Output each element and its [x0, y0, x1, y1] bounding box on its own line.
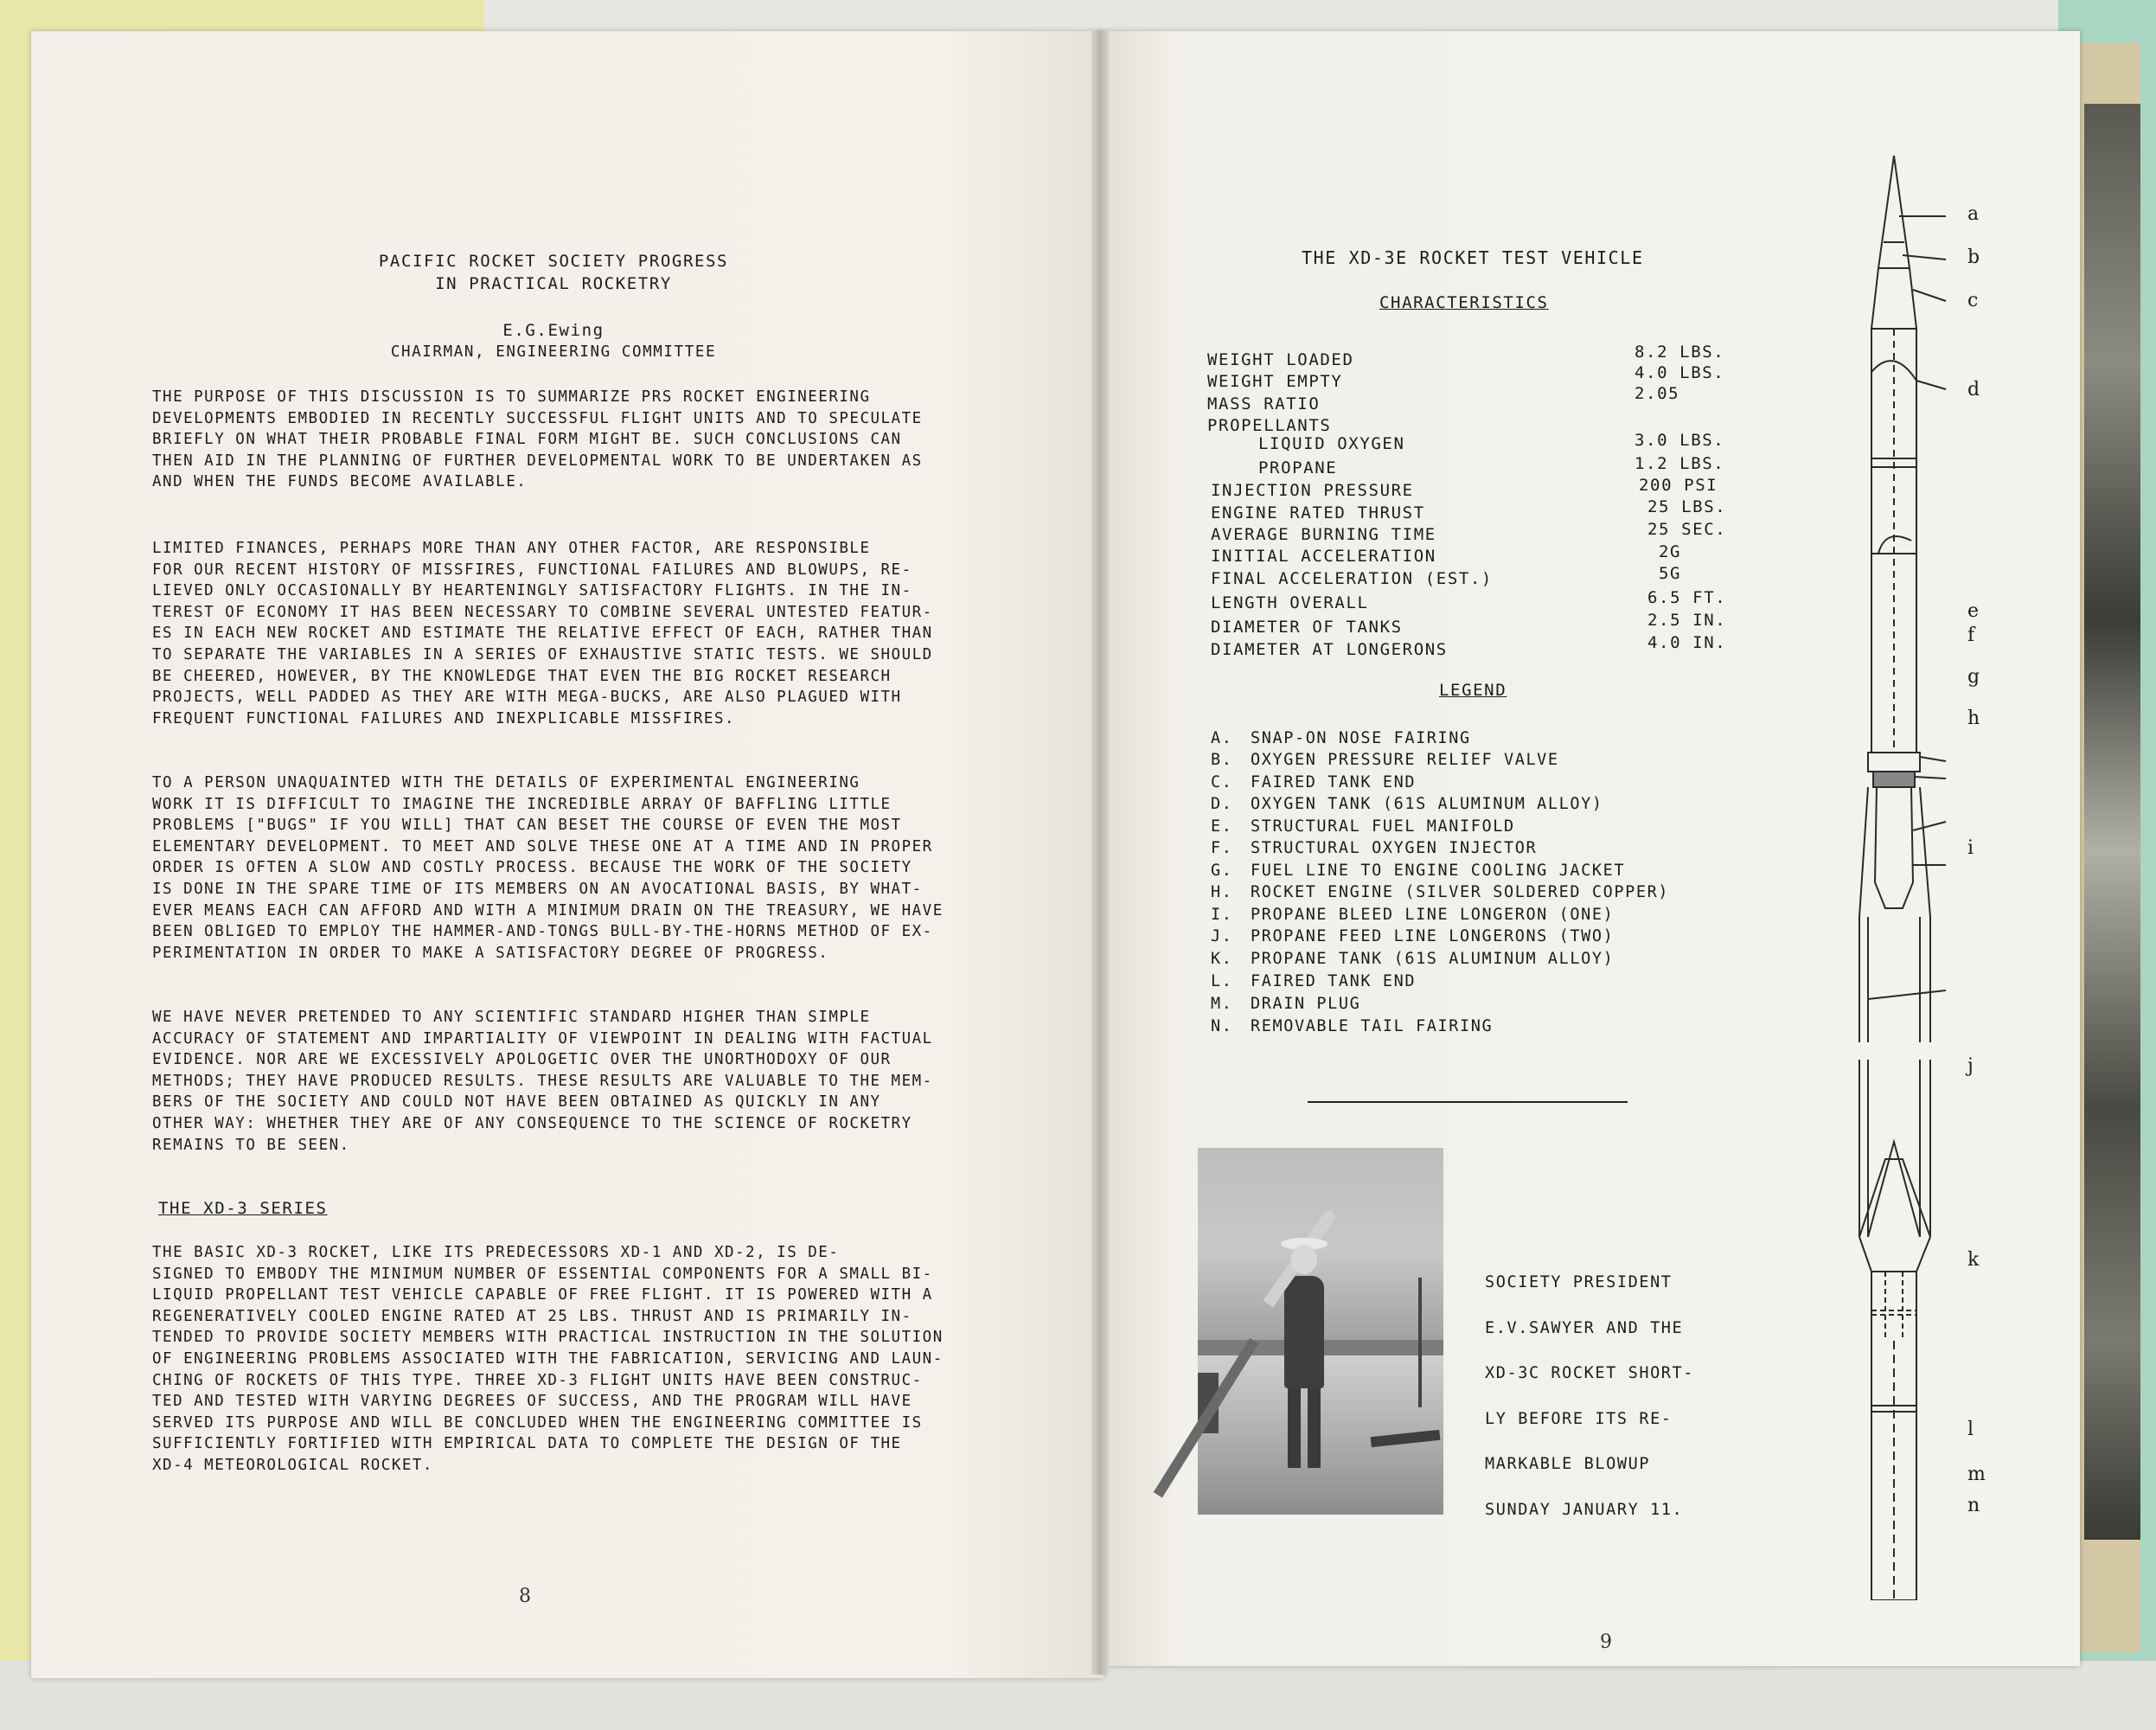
paragraph-2: [152, 538, 933, 729]
paragraph-line: LIQUID PROPELLANT TEST VEHICLE CAPABLE OF FREE FLIGHT. IT IS POWERED WITH A: [152, 1286, 933, 1304]
rocket-diagram: [1833, 147, 2006, 1600]
legend-text: REMOVABLE TAIL FAIRING: [1251, 1017, 1494, 1035]
photo-man-body: [1284, 1276, 1324, 1388]
underlying-photo-strip: [2084, 104, 2140, 1540]
char-value: 3.0 LBS.: [1635, 431, 1725, 450]
paragraph-line: SERVED ITS PURPOSE AND WILL BE CONCLUDED WHEN THE ENGINEERING COMMITTEE IS: [152, 1413, 923, 1432]
char-label: WEIGHT EMPTY: [1207, 372, 1343, 391]
legend-key: D.: [1211, 795, 1233, 813]
diagram-label: d: [1967, 379, 1980, 400]
char-label: LENGTH OVERALL: [1211, 593, 1369, 612]
page-number-left: 8: [519, 1586, 531, 1607]
legend-key: B.: [1211, 751, 1233, 769]
char-value: 25 SEC.: [1647, 520, 1727, 539]
legend-key: K.: [1211, 950, 1233, 968]
legend-item: [1211, 927, 1614, 945]
legend-key: F.: [1211, 839, 1233, 857]
paragraph-4: [152, 1007, 933, 1156]
legend-item: [1211, 729, 1471, 747]
paragraph-line: ACCURACY OF STATEMENT AND IMPARTIALITY OF VIEWPOINT IN DEALING WITH FACTUAL: [152, 1029, 933, 1048]
paragraph-line: TED AND TESTED WITH VARYING DEGREES OF SUCCESS, AND THE PROGRAM WILL HAVE: [152, 1393, 912, 1411]
photo-man-legs: [1288, 1386, 1321, 1468]
diagram-label: j: [1967, 1055, 1974, 1077]
char-value: 6.5 FT.: [1647, 588, 1727, 607]
char-label: INITIAL ACCELERATION: [1211, 547, 1436, 566]
paragraph-line: WORK IT IS DIFFICULT TO IMAGINE THE INCREDIBLE ARRAY OF BAFFLING LITTLE: [152, 795, 892, 813]
paragraph-line: SUFFICIENTLY FORTIFIED WITH EMPIRICAL DATA TO COMPLETE THE DESIGN OF THE: [152, 1435, 902, 1453]
legend-item: [1211, 883, 1669, 901]
vehicle-title: THE XD-3E ROCKET TEST VEHICLE: [1302, 247, 1644, 268]
legend-text: STRUCTURAL OXYGEN INJECTOR: [1251, 839, 1538, 857]
legend-item: [1211, 773, 1416, 791]
paragraph-line: OF ENGINEERING PROBLEMS ASSOCIATED WITH THE FABRICATION, SERVICING AND LAUN-: [152, 1349, 944, 1368]
section-divider: [1308, 1101, 1628, 1103]
legend-item: [1211, 839, 1537, 857]
paragraph-line: TO SEPARATE THE VARIABLES IN A SERIES OF EXHAUSTIVE STATIC TESTS. WE SHOULD: [152, 645, 933, 663]
diagram-label: n: [1967, 1495, 1980, 1516]
legend-text: DRAIN PLUG: [1251, 995, 1361, 1013]
char-label: AVERAGE BURNING TIME: [1211, 525, 1436, 544]
paragraph-line: PROBLEMS ["BUGS" IF YOU WILL] THAT CAN BESET THE COURSE OF EVEN THE MOST: [152, 817, 902, 835]
legend-text: FUEL LINE TO ENGINE COOLING JACKET: [1251, 862, 1626, 880]
char-label: DIAMETER OF TANKS: [1211, 618, 1403, 637]
legend-key: L.: [1211, 972, 1233, 990]
paragraph-line: EVIDENCE. NOR ARE WE EXCESSIVELY APOLOGETIC OVER THE UNORTHODOXY OF OUR: [152, 1051, 892, 1069]
paragraph-line: AND WHEN THE FUNDS BECOME AVAILABLE.: [152, 473, 528, 491]
diagram-label: e: [1967, 600, 1980, 622]
caption-line: LY BEFORE ITS RE-: [1485, 1409, 1673, 1428]
paragraph-line: PROJECTS, WELL PADDED AS THEY ARE WITH MEGA-BUCKS, ARE ALSO PLAGUED WITH: [152, 689, 902, 707]
legend-text: OXYGEN TANK (61S ALUMINUM ALLOY): [1251, 795, 1603, 813]
char-value: 4.0 LBS.: [1635, 363, 1725, 382]
diagram-label: c: [1967, 290, 1979, 311]
nose-upper-body: [1871, 268, 1916, 329]
char-value: 1.2 LBS.: [1635, 454, 1725, 473]
diagram-label: l: [1967, 1419, 1974, 1440]
paragraph-line: EVER MEANS EACH CAN AFFORD AND WITH A MINIMUM DRAIN ON THE TREASURY, WE HAVE: [152, 901, 944, 919]
paragraph-line: THE BASIC XD-3 ROCKET, LIKE ITS PREDECESSORS XD-1 AND XD-2, IS DE-: [152, 1244, 840, 1261]
paragraph-line: CHING OF ROCKETS OF THIS TYPE. THREE XD-3 FLIGHT UNITS HAVE BEEN CONSTRUC-: [152, 1371, 923, 1389]
paragraph-line: TO A PERSON UNAQUAINTED WITH THE DETAILS OF EXPERIMENTAL ENGINEERING: [152, 774, 860, 791]
legend-text: FAIRED TANK END: [1251, 972, 1417, 990]
paragraph-line: IS DONE IN THE SPARE TIME OF ITS MEMBERS ON AN AVOCATIONAL BASIS, BY WHAT-: [152, 880, 923, 898]
char-value: 4.0 IN.: [1647, 633, 1727, 652]
caption-line: MARKABLE BLOWUP: [1485, 1455, 1651, 1473]
char-label: INJECTION PRESSURE: [1211, 481, 1414, 500]
legend-text: PROPANE FEED LINE LONGERONS (TWO): [1251, 927, 1615, 945]
legend-text: SNAP-ON NOSE FAIRING: [1251, 729, 1471, 747]
char-label: MASS RATIO: [1207, 394, 1321, 413]
caption-line: E.V.SAWYER AND THE: [1485, 1318, 1684, 1337]
legend-item: [1211, 862, 1625, 880]
paragraph-3: [152, 772, 944, 964]
legend-item: [1211, 751, 1559, 769]
paragraph-line: ORDER IS OFTEN A SLOW AND COSTLY PROCESS. BECAUSE THE WORK OF THE SOCIETY: [152, 859, 912, 877]
rocket-photo: [1198, 1148, 1443, 1515]
paragraph-1: [152, 387, 923, 493]
paragraph-line: BE CHEERED, HOWEVER, BY THE KNOWLEDGE THAT EVEN THE BIG ROCKET RESEARCH: [152, 667, 892, 685]
legend-text: FAIRED TANK END: [1251, 773, 1417, 791]
caption-line: SOCIETY PRESIDENT: [1485, 1273, 1673, 1291]
paragraph-line: TENDED TO PROVIDE SOCIETY MEMBERS WITH PRACTICAL INSTRUCTION IN THE SOLUTION: [152, 1329, 944, 1347]
photo-caption: [1485, 1260, 1694, 1533]
paragraph-line: BEEN OBLIGED TO EMPLOY THE HAMMER-AND-TONGS BULL-BY-THE-HORNS METHOD OF EX-: [152, 923, 933, 941]
paragraph-line: BRIEFLY ON WHAT THEIR PROBABLE FINAL FORM MIGHT BE. SUCH CONCLUSIONS CAN: [152, 431, 902, 449]
char-label: PROPANE: [1258, 458, 1338, 477]
char-label: ENGINE RATED THRUST: [1211, 503, 1425, 522]
paragraph-line: THEN AID IN THE PLANNING OF FURTHER DEVELOPMENTAL WORK TO BE UNDERTAKEN AS: [152, 452, 923, 470]
char-value: 8.2 LBS.: [1635, 343, 1725, 362]
legend-item: [1211, 1017, 1493, 1035]
photo-man-head: [1291, 1245, 1317, 1274]
char-value: 2.05: [1635, 384, 1680, 403]
paragraph-line: ES IN EACH NEW ROCKET AND ESTIMATE THE RELATIVE EFFECT OF EACH, RATHER THAN: [152, 625, 933, 643]
paragraph-line: XD-4 METEOROLOGICAL ROCKET.: [152, 1456, 433, 1474]
section-heading-xd3: THE XD-3 SERIES: [158, 1199, 328, 1218]
paragraph-line: THE PURPOSE OF THIS DISCUSSION IS TO SUMMARIZE PRS ROCKET ENGINEERING: [152, 388, 871, 406]
article-author-title: CHAIRMAN, ENGINEERING COMMITTEE: [390, 343, 717, 361]
engine-shape: [1875, 787, 1913, 908]
diagram-label: b: [1967, 247, 1980, 268]
fuel-manifold-shape: [1868, 753, 1920, 772]
legend-key: N.: [1211, 1017, 1233, 1035]
legend-key: I.: [1211, 906, 1233, 924]
legend-item: [1211, 795, 1603, 813]
paragraph-line: FREQUENT FUNCTIONAL FAILURES AND INEXPLICABLE MISSFIRES.: [152, 709, 736, 727]
diagram-label: m: [1967, 1464, 1986, 1485]
paragraph-line: PERIMENTATION IN ORDER TO MAKE A SATISFACTORY DEGREE OF PROGRESS.: [152, 944, 829, 962]
paragraph-line: BERS OF THE SOCIETY AND COULD NOT HAVE BEEN OBTAINED AS QUICKLY IN ANY: [152, 1093, 881, 1112]
paragraph-5: [152, 1242, 944, 1477]
article-title-line1: PACIFIC ROCKET SOCIETY PROGRESS: [378, 252, 729, 271]
article-title-line2: IN PRACTICAL ROCKETRY: [435, 274, 672, 293]
char-value: 5G: [1659, 564, 1682, 583]
legend-key: J.: [1211, 927, 1233, 945]
legend-item: [1211, 972, 1416, 990]
legend-item: [1211, 995, 1360, 1013]
paragraph-line: REMAINS TO BE SEEN.: [152, 1136, 350, 1154]
char-value: 2.5 IN.: [1647, 611, 1727, 630]
diagram-label: i: [1967, 837, 1974, 859]
diagram-label: k: [1967, 1249, 1980, 1271]
char-value: 25 LBS.: [1647, 497, 1727, 516]
diagram-label: a: [1967, 203, 1980, 225]
legend-item: [1211, 950, 1614, 968]
legend-item: [1211, 817, 1515, 836]
paragraph-line: LIMITED FINANCES, PERHAPS MORE THAN ANY OTHER FACTOR, ARE RESPONSIBLE: [152, 540, 871, 557]
diagram-label: f: [1967, 625, 1975, 646]
paragraph-line: OTHER WAY: WHETHER THEY ARE OF ANY CONSEQUENCE TO THE SCIENCE OF ROCKETRY: [152, 1114, 912, 1132]
paragraph-line: REGENERATIVELY COOLED ENGINE RATED AT 25 LBS. THRUST AND IS PRIMARILY IN-: [152, 1307, 912, 1325]
char-label: FINAL ACCELERATION (EST.): [1211, 569, 1493, 588]
char-label: PROPELLANTS: [1207, 416, 1332, 435]
diagram-label: g: [1967, 666, 1980, 688]
paragraph-line: FOR OUR RECENT HISTORY OF MISSFIRES, FUNCTIONAL FAILURES AND BLOWUPS, RE-: [152, 561, 912, 579]
legend-item: [1211, 906, 1614, 924]
paragraph-line: LIEVED ONLY OCCASIONALLY BY HEARTENINGLY SATISFACTORY FLIGHTS. IN THE IN-: [152, 582, 912, 600]
caption-line: SUNDAY JANUARY 11.: [1485, 1500, 1684, 1519]
char-label: LIQUID OXYGEN: [1258, 434, 1405, 453]
legend-key: M.: [1211, 995, 1233, 1013]
legend-key: G.: [1211, 862, 1233, 880]
legend-text: PROPANE TANK (61S ALUMINUM ALLOY): [1251, 950, 1615, 968]
legend-text: ROCKET ENGINE (SILVER SOLDERED COPPER): [1251, 883, 1670, 901]
book-gutter: [1091, 31, 1109, 1675]
legend-text: PROPANE BLEED LINE LONGERON (ONE): [1251, 906, 1615, 924]
legend-text: OXYGEN PRESSURE RELIEF VALVE: [1251, 751, 1559, 769]
article-author: E.G.Ewing: [502, 321, 605, 340]
paragraph-line: WE HAVE NEVER PRETENDED TO ANY SCIENTIFIC STANDARD HIGHER THAN SIMPLE: [152, 1009, 871, 1026]
page-number-right: 9: [1600, 1631, 1612, 1653]
legend-text: STRUCTURAL FUEL MANIFOLD: [1251, 817, 1515, 836]
caption-line: XD-3C ROCKET SHORT-: [1485, 1364, 1695, 1382]
legend-key: C.: [1211, 773, 1233, 791]
paragraph-line: TEREST OF ECONOMY IT HAS BEEN NECESSARY TO COMBINE SEVERAL UNTESTED FEATUR-: [152, 603, 933, 621]
paragraph-line: ELEMENTARY DEVELOPMENT. TO MEET AND SOLVE THESE ONE AT A TIME AND IN PROPER: [152, 837, 933, 855]
legend-key: E.: [1211, 817, 1233, 836]
diagram-label: h: [1967, 708, 1980, 729]
char-label: WEIGHT LOADED: [1207, 350, 1354, 369]
char-label: DIAMETER AT LONGERONS: [1211, 640, 1448, 659]
legend-heading: LEGEND: [1439, 681, 1507, 700]
nose-fairing: [1878, 156, 1910, 268]
char-value: 200 PSI: [1639, 476, 1718, 495]
legend-key: A.: [1211, 729, 1233, 747]
characteristics-heading: CHARACTERISTICS: [1379, 293, 1549, 312]
photo-pole: [1418, 1278, 1422, 1407]
paragraph-line: SIGNED TO EMBODY THE MINIMUM NUMBER OF ESSENTIAL COMPONENTS FOR A SMALL BI-: [152, 1265, 933, 1283]
paragraph-line: DEVELOPMENTS EMBODIED IN RECENTLY SUCCESSFUL FLIGHT UNITS AND TO SPECULATE: [152, 409, 923, 427]
paragraph-line: METHODS; THEY HAVE PRODUCED RESULTS. THESE RESULTS ARE VALUABLE TO THE MEM-: [152, 1072, 933, 1090]
char-value: 2G: [1659, 542, 1682, 561]
legend-key: H.: [1211, 883, 1233, 901]
